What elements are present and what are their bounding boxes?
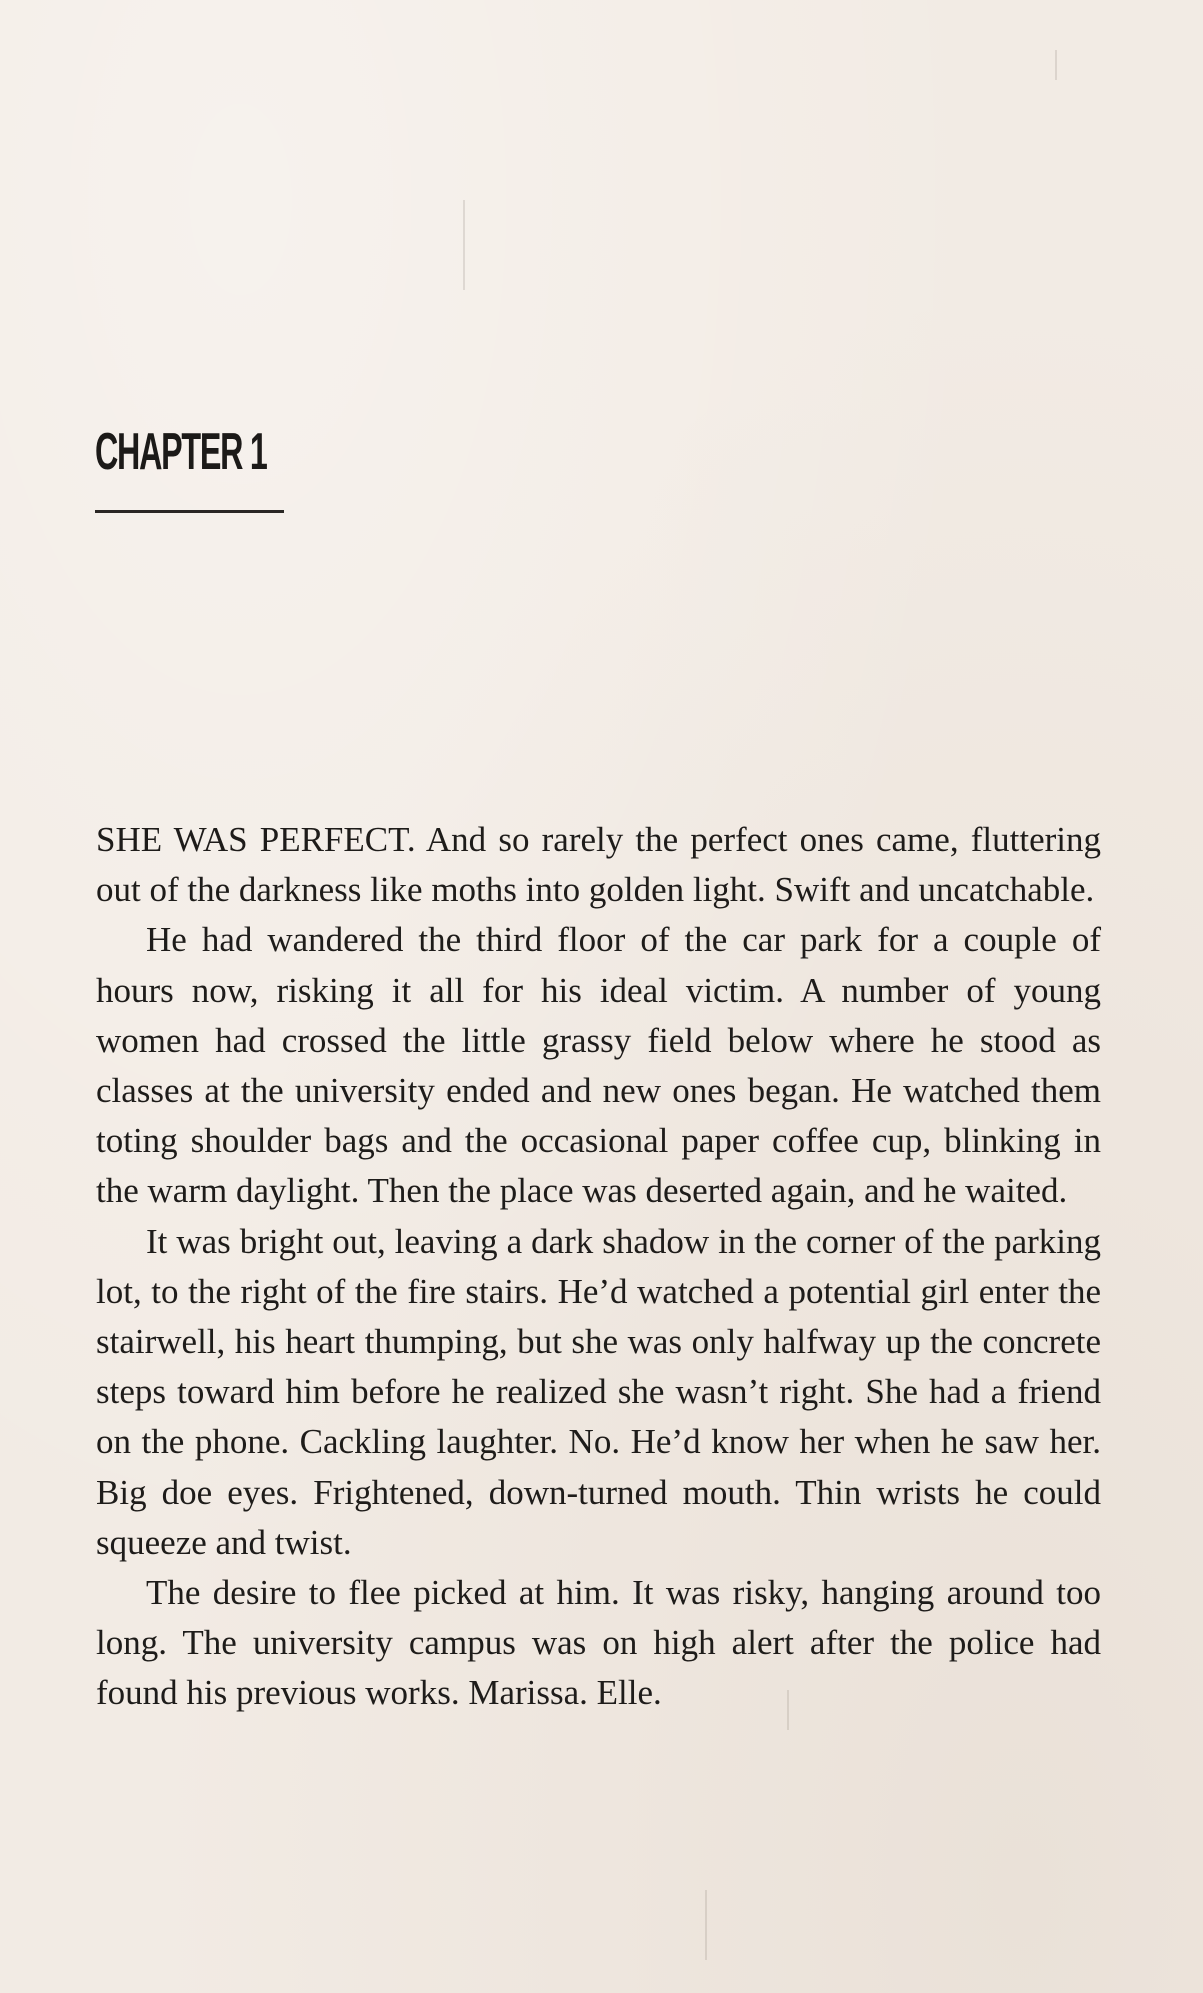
- paragraph: He had wandered the third floor of the car park for a couple of hours now, risking it all for his ideal victim. A number of young women had crossed the little grassy field below where he stood as classes at the university ended and new ones began. He watched them toting shoulder bags and the occasional paper coffee cup, blinking in the warm daylight. Then the place was deserted again, and he waited.: [96, 920, 1101, 1211]
- chapter-body: [96, 815, 1101, 1719]
- show-through-mark: [463, 200, 465, 290]
- show-through-mark: [1055, 50, 1057, 80]
- chapter-heading: CHAPTER 1: [95, 423, 267, 481]
- paragraph: It was bright out, leaving a dark shadow in the corner of the parking lot, to the right of the fire stairs. He’d watched a potential girl enter the stairwell, his heart thumping, but she was only halfway up the concrete steps toward him before he realized she wasn’t right. She had a friend on the phone. Cackling laughter. No. He’d know her when he saw her. Big doe eyes. Frightened, down-turned mouth. Thin wrists he could squeeze and twist.: [96, 1221, 1101, 1562]
- show-through-mark: [705, 1890, 707, 1960]
- paragraph: SHE WAS PERFECT. And so rarely the perfect ones came, fluttering out of the darkness like moths into golden light. Swift and uncatchable.: [96, 820, 1101, 910]
- paragraph: The desire to flee picked at him. It was risky, hanging around too long. The university campus was on high alert after the police had found his previous works. Marissa. Elle.: [96, 1573, 1101, 1713]
- chapter-underline: [95, 510, 284, 513]
